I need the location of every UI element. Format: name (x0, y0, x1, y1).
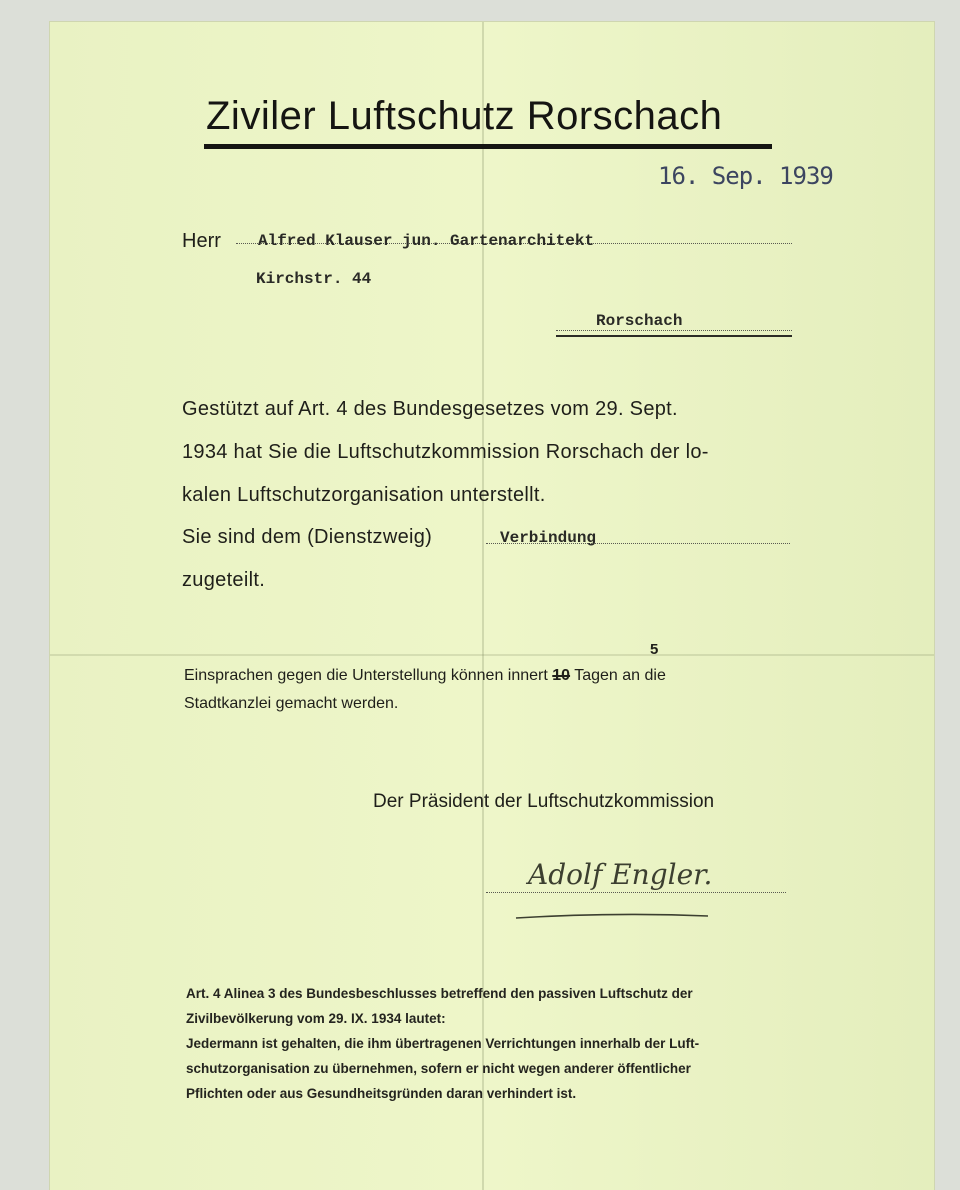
objection-line-2: Stadtkanzlei gemacht werden. (184, 695, 399, 712)
signatory-office: Der Präsident der Luftschutzkommission (373, 791, 715, 812)
letterhead-underline (204, 144, 772, 149)
salutation-label: Herr (182, 230, 221, 252)
body-line-2: 1934 hat Sie die Luftschutzkommission Rorschach der lo- (182, 441, 709, 463)
document-sheet (50, 22, 934, 1190)
body-line-3: kalen Luftschutzorganisation unterstellt. (182, 484, 546, 506)
city-dotted-line (556, 330, 792, 331)
objection-line-1 (184, 667, 666, 685)
dienstzweig-value: Verbindung (500, 529, 597, 547)
body-line-1: Gestützt auf Art. 4 des Bundesgesetzes vom 29. Sept. (182, 398, 678, 420)
footnote-line-2: Zivilbevölkerung vom 29. IX. 1934 lautet: (186, 1011, 446, 1026)
footnote-line-5: Pflichten oder aus Gesundheitsgründen daran verhindert ist. (186, 1086, 577, 1101)
horizontal-fold-crease (50, 654, 934, 656)
objection-line-1-start: Einsprachen gegen die Unterstellung können innert (184, 667, 548, 684)
handwritten-signature: Adolf Engler. (528, 858, 713, 891)
recipient-street: Kirchstr. 44 (256, 270, 372, 288)
correction-number: 5 (650, 641, 659, 658)
footnote-line-1: Art. 4 Alinea 3 des Bundesbeschlusses betreffend den passiven Luftschutz der (186, 986, 693, 1001)
body-line-5: zugeteilt. (182, 569, 266, 591)
footnote-line-3: Jedermann ist gehalten, die ihm übertragenen Verrichtungen innerhalb der Luft- (186, 1036, 700, 1051)
recipient-name: Alfred Klauser jun. Gartenarchitekt (258, 232, 595, 250)
signature-dotted-line (486, 892, 786, 893)
vertical-fold-crease (482, 22, 484, 1190)
struck-number: 10 (552, 667, 571, 684)
body-line-4-label: Sie sind dem (Dienstzweig) (182, 526, 433, 548)
footnote-line-4: schutzorganisation zu übernehmen, sofern er nicht wegen anderer öffentlicher (186, 1061, 691, 1076)
objection-line-1-end: Tagen an die (574, 667, 666, 684)
city-underline (556, 335, 792, 337)
letterhead-title: Ziviler Luftschutz Rorschach (206, 94, 723, 138)
date-stamp: 16. Sep. 1939 (658, 162, 833, 190)
signature-flourish (512, 910, 712, 922)
recipient-city: Rorschach (596, 312, 683, 330)
